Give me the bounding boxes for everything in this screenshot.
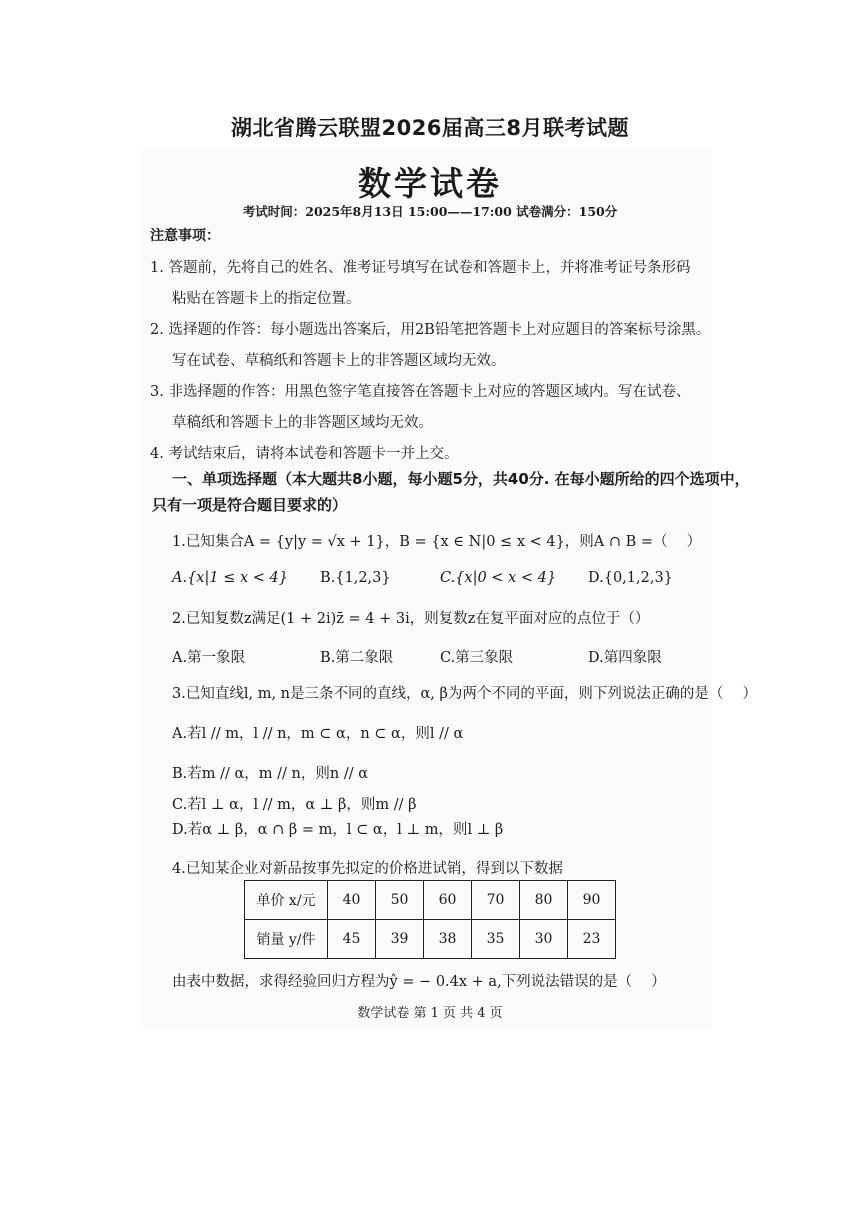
- question-2-option-d: D.第四象限: [588, 650, 662, 666]
- notice-item-1: 1. 答题前，先将自己的姓名、准考证号填写在试卷和答题卡上，并将准考证号条形码: [150, 260, 691, 276]
- notice-item-3-cont: 草稿纸和答题卡上的非答题区域均无效。: [172, 415, 433, 431]
- table-cell: 45: [328, 920, 376, 959]
- question-3-option-c: C.若l ⊥ α，l // m，α ⊥ β，则m // β: [172, 797, 417, 813]
- table-row-label: 单价 x/元: [245, 881, 328, 920]
- question-3-option-d: D.若α ⊥ β，α ∩ β = m，l ⊂ α，l ⊥ m，则l ⊥ β: [172, 822, 504, 838]
- table-cell: 30: [520, 920, 568, 959]
- table-cell: 90: [568, 881, 616, 920]
- notice-item-4: 4. 考试结束后，请将本试卷和答题卡一并上交。: [150, 446, 459, 462]
- question-2-stem: 2.已知复数z满足(1 + 2i)z̄ = 4 + 3i，则复数z在复平面对应的点位于（）: [172, 611, 650, 627]
- table-row-label: 销量 y/件: [245, 920, 328, 959]
- question-3-option-a: A.若l // m，l // n，m ⊂ α，n ⊂ α，则l // α: [172, 726, 464, 742]
- subject-title: 数学试卷: [358, 164, 502, 203]
- table-cell: 39: [376, 920, 424, 959]
- question-2-option-a: A.第一象限: [172, 650, 246, 666]
- question-1-option-a: A.{x|1 ≤ x < 4}: [172, 570, 288, 586]
- question-4-stem: 4.已知某企业对新品按事先拟定的价格进试销，得到以下数据: [172, 861, 563, 877]
- notice-item-2: 2. 选择题的作答：每小题选出答案后，用2B铅笔把答题卡上对应题目的答案标号涂黑。: [150, 322, 711, 338]
- table-cell: 70: [472, 881, 520, 920]
- question-1-stem: 1.已知集合A = {y|y = √x + 1}，B = {x ∈ N|0 ≤ x < 4}，则A ∩ B =（ ）: [172, 534, 702, 550]
- notice-item-3: 3. 非选择题的作答：用黑色签字笔直接答在答题卡上对应的答题区域内。写在试卷、: [150, 384, 691, 400]
- table-row-sales: [245, 920, 616, 959]
- table-row-price: [245, 881, 616, 920]
- notice-heading: 注意事项：: [150, 228, 220, 244]
- section-heading-line1: 一、单项选择题（本大题共8小题，每小题5分，共40分. 在每小题所给的四个选项中，: [172, 470, 750, 488]
- question-2-option-b: B.第二象限: [320, 650, 394, 666]
- header-title: 湖北省腾云联盟2026届高三8月联考试题: [230, 116, 630, 140]
- section-heading-line2: 只有一项是符合题目要求的）: [152, 496, 348, 514]
- question-4-follow: 由表中数据，求得经验回归方程为ŷ = − 0.4x + a,下列说法错误的是（ ）: [172, 974, 666, 990]
- exam-info: 考试时间：2025年8月13日 15:00——17:00 试卷满分：150分: [242, 204, 618, 219]
- question-1-option-b: B.{1,2,3}: [320, 570, 391, 586]
- table-cell: 38: [424, 920, 472, 959]
- table-cell: 35: [472, 920, 520, 959]
- price-sales-table: [244, 880, 616, 959]
- table-cell: 60: [424, 881, 472, 920]
- question-2-option-c: C.第三象限: [440, 650, 514, 666]
- table-cell: 40: [328, 881, 376, 920]
- table-cell: 50: [376, 881, 424, 920]
- question-3-option-b: B.若m // α，m // n，则n // α: [172, 766, 368, 782]
- table-cell: 80: [520, 881, 568, 920]
- notice-item-1-cont: 粘贴在答题卡上的指定位置。: [172, 291, 361, 307]
- question-3-stem: 3.已知直线l, m, n是三条不同的直线，α, β为两个不同的平面，则下列说法正确的是（ ）: [172, 686, 757, 702]
- question-1-option-d: D.{0,1,2,3}: [588, 570, 673, 586]
- question-1-option-c: C.{x|0 < x < 4}: [440, 570, 557, 586]
- table-cell: 23: [568, 920, 616, 959]
- page-footer: 数学试卷 第 1 页 共 4 页: [357, 1006, 503, 1021]
- notice-item-2-cont: 写在试卷、草稿纸和答题卡上的非答题区域均无效。: [172, 353, 506, 369]
